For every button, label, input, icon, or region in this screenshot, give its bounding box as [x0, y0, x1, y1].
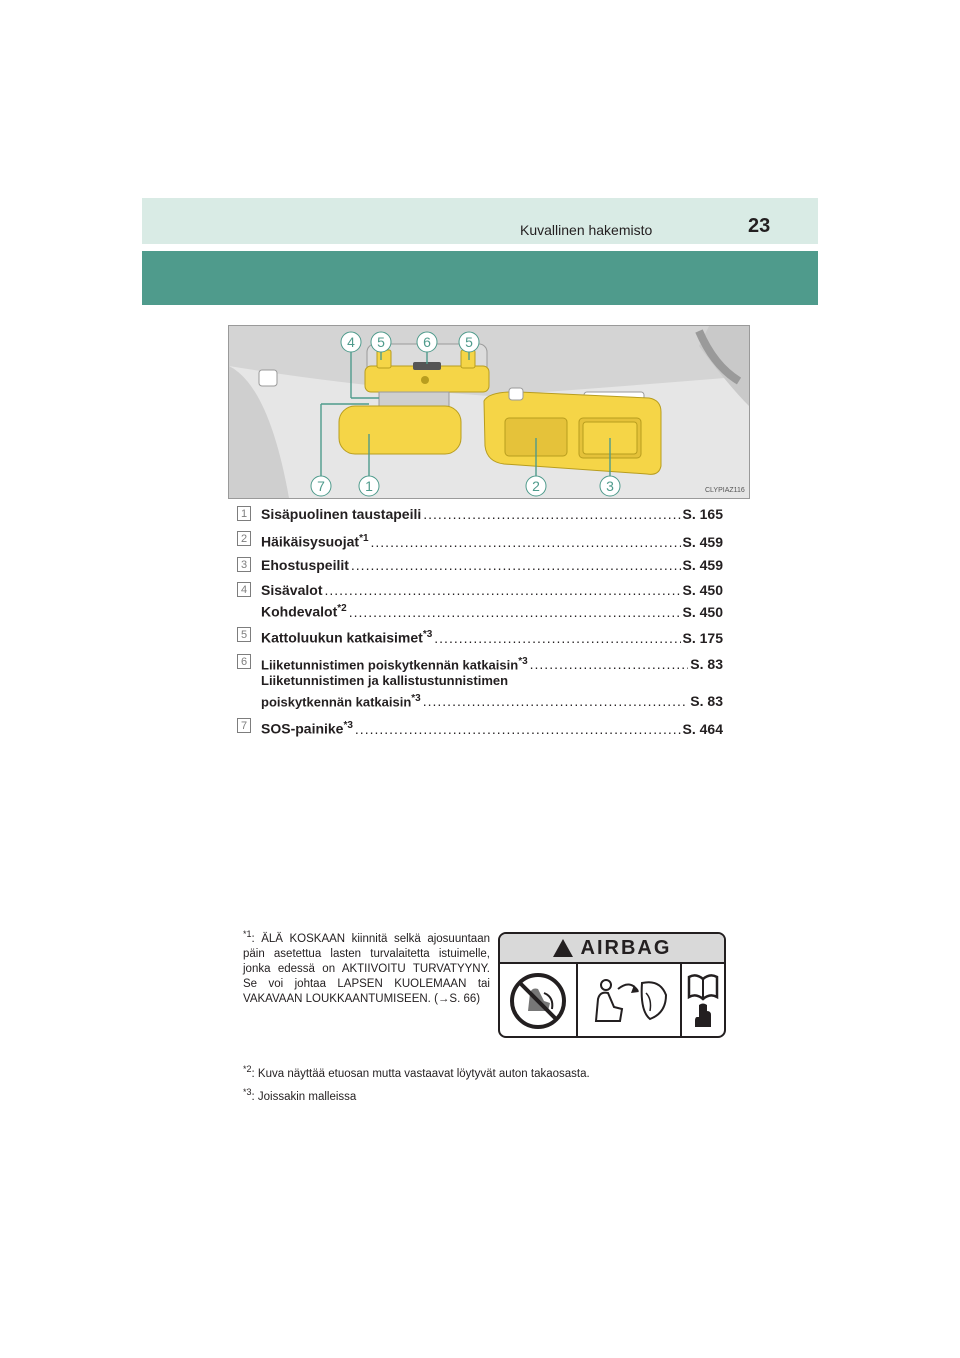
item-number-badge: 3 [237, 557, 251, 572]
footnote-mark: *2 [243, 1064, 252, 1074]
list-item-4 [237, 581, 723, 619]
page-reference: S. 459 [682, 533, 723, 550]
section-bar [142, 251, 818, 305]
dot-leader [530, 655, 689, 673]
item-number-badge: 7 [237, 718, 251, 733]
item-label: Liiketunnistimen poiskytkennän katkaisin [261, 657, 519, 673]
item-number-badge: 5 [237, 627, 251, 642]
item-number-badge: 2 [237, 531, 251, 546]
callout-5a: 5 [377, 334, 385, 350]
item-label: Kattoluukun katkaisimet [261, 629, 423, 646]
item-label: Sisävalot [261, 582, 323, 598]
footnote-mark: *3 [422, 629, 433, 640]
footnote-mark: *3 [243, 1087, 252, 1097]
dot-leader [434, 629, 680, 647]
list-item-5 [237, 626, 723, 645]
sub-item-label: Kohdevalot [261, 603, 338, 620]
dot-leader [355, 720, 681, 738]
list-item-6 [237, 653, 723, 709]
item-number-badge: 4 [237, 582, 251, 597]
footnote-1 [243, 927, 490, 1007]
footnote-mark: *3 [518, 656, 528, 667]
no-rear-facing-seat-icon [500, 964, 578, 1038]
callout-1: 1 [365, 478, 373, 494]
footnote-mark: *1 [243, 929, 252, 939]
page-reference: S. 450 [682, 603, 723, 620]
page-reference: S. 450 [682, 582, 723, 598]
dot-leader [324, 581, 680, 599]
footnote-mark: *3 [343, 720, 353, 731]
list-item-3 [237, 556, 723, 575]
airbag-word: AIRBAG [580, 936, 672, 959]
callout-2: 2 [532, 478, 540, 494]
item-label: Sisäpuolinen taustapeili [261, 506, 422, 522]
page-reference: S. 175 [682, 629, 723, 646]
page-reference: S. 83 [690, 656, 723, 673]
sub-item-label: poiskytkennän katkaisin [261, 694, 412, 710]
dot-leader [371, 533, 681, 551]
list-item-1 [237, 505, 723, 524]
footnote-text: : Kuva näyttää etuosan mutta vastaavat löytyvät auton takaosasta. [251, 1067, 590, 1080]
footnote-text: : ÄLÄ KOSKAAN kiinnitä selkä ajosuuntaan päin asetettua lasten turvalaitetta istuimelle, jonka edessä on AKTIIVOITU TURVATYYNY. Se voi johtaa LAPSEN KUOLEMAAN tai VAKAVAAN LOUKKAANTUMISEEN. (→S. 66) [243, 932, 490, 1005]
page-reference: S. 83 [690, 693, 723, 710]
footnote-mark: *1 [359, 533, 369, 544]
page-reference: S. 459 [682, 557, 723, 573]
page-reference: S. 464 [682, 720, 723, 737]
illustration-code: CLYPIAZ116 [705, 487, 745, 494]
dot-leader [351, 556, 681, 574]
item-number-badge: 6 [237, 654, 251, 669]
item-number-badge: 1 [237, 506, 251, 521]
list-item-7 [237, 717, 723, 736]
read-manual-icon [682, 964, 724, 1038]
callout-7: 7 [317, 478, 325, 494]
airbag-label-header [500, 934, 724, 964]
list-item-2 [237, 530, 723, 549]
dot-leader [349, 603, 681, 621]
overhead-console-drawing [229, 326, 749, 498]
footnote-text: : Joissakin malleissa [251, 1090, 357, 1103]
header-title: Kuvallinen hakemisto [520, 222, 653, 238]
footnote-2 [243, 1062, 590, 1082]
callout-3: 3 [606, 478, 614, 494]
dot-leader [423, 505, 680, 523]
warning-triangle-icon [553, 939, 573, 957]
callout-5b: 5 [465, 334, 473, 350]
header-band [142, 198, 818, 244]
page-number: 23 [748, 215, 771, 237]
interior-illustration [228, 325, 750, 499]
item-label: Ehostuspeilit [261, 557, 349, 573]
callout-6: 6 [423, 334, 431, 350]
callout-4: 4 [347, 334, 355, 350]
airbag-warning-label [498, 932, 726, 1038]
airbag-deploy-icon [578, 964, 682, 1038]
footnote-mark: *2 [337, 603, 347, 614]
footnote-mark: *3 [411, 693, 421, 704]
sub-item-line: Liiketunnistimen ja kallistustunnistimen [261, 673, 509, 688]
footnote-3 [243, 1085, 356, 1105]
page-reference: S. 165 [682, 506, 723, 522]
dot-leader [423, 692, 689, 710]
item-label: SOS-painike [261, 720, 344, 737]
item-label: Häikäisysuojat [261, 533, 360, 550]
